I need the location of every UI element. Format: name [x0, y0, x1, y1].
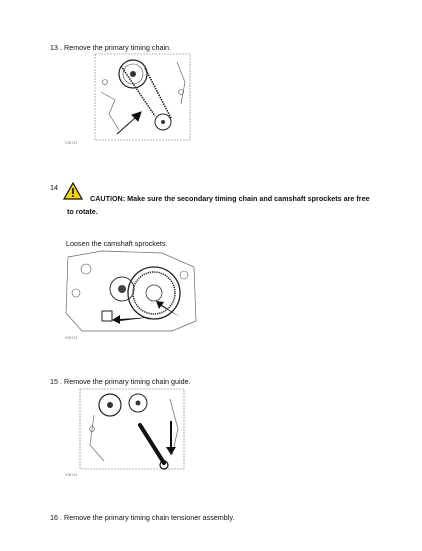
chain-guide-illustration [74, 385, 189, 475]
warning-triangle-icon [63, 182, 83, 200]
caution-icon-wrap [63, 182, 83, 200]
caution-text: CAUTION: Make sure the secondary timing chain and camshaft sprockets are free [90, 194, 370, 203]
step-16-number: 16 [50, 513, 58, 522]
figure-chain-guide [74, 385, 189, 475]
figure-camshaft-sprockets [62, 247, 202, 337]
camshaft-sprocket-illustration [62, 247, 202, 337]
step-15-text: Remove the primary timing chain guide. [64, 377, 191, 386]
step-13-heading: 13 . Remove the primary timing chain. [50, 43, 172, 52]
caution-text-cont: to rotate. [67, 207, 98, 216]
step-13-text: Remove the primary timing chain. [64, 43, 172, 52]
step-14-number: 14 [50, 183, 58, 192]
step-15-number: 15 [50, 377, 58, 386]
step-16-heading: 16 . Remove the primary timing chain tensioner assembly. [50, 513, 235, 522]
step-14-text: Loosen the camshaft sprockets. [66, 239, 168, 248]
step-13-number: 13 [50, 43, 58, 52]
figure-2-id: E38743 [65, 336, 78, 340]
figure-timing-chain [85, 52, 200, 142]
step-15-heading: 15 . Remove the primary timing chain guide. [50, 377, 191, 386]
step-16-text: Remove the primary timing chain tensioner assembly. [64, 513, 235, 522]
figure-1-id: E38743 [65, 141, 78, 145]
figure-3-id: E38744 [65, 473, 78, 477]
timing-chain-illustration [85, 52, 200, 142]
